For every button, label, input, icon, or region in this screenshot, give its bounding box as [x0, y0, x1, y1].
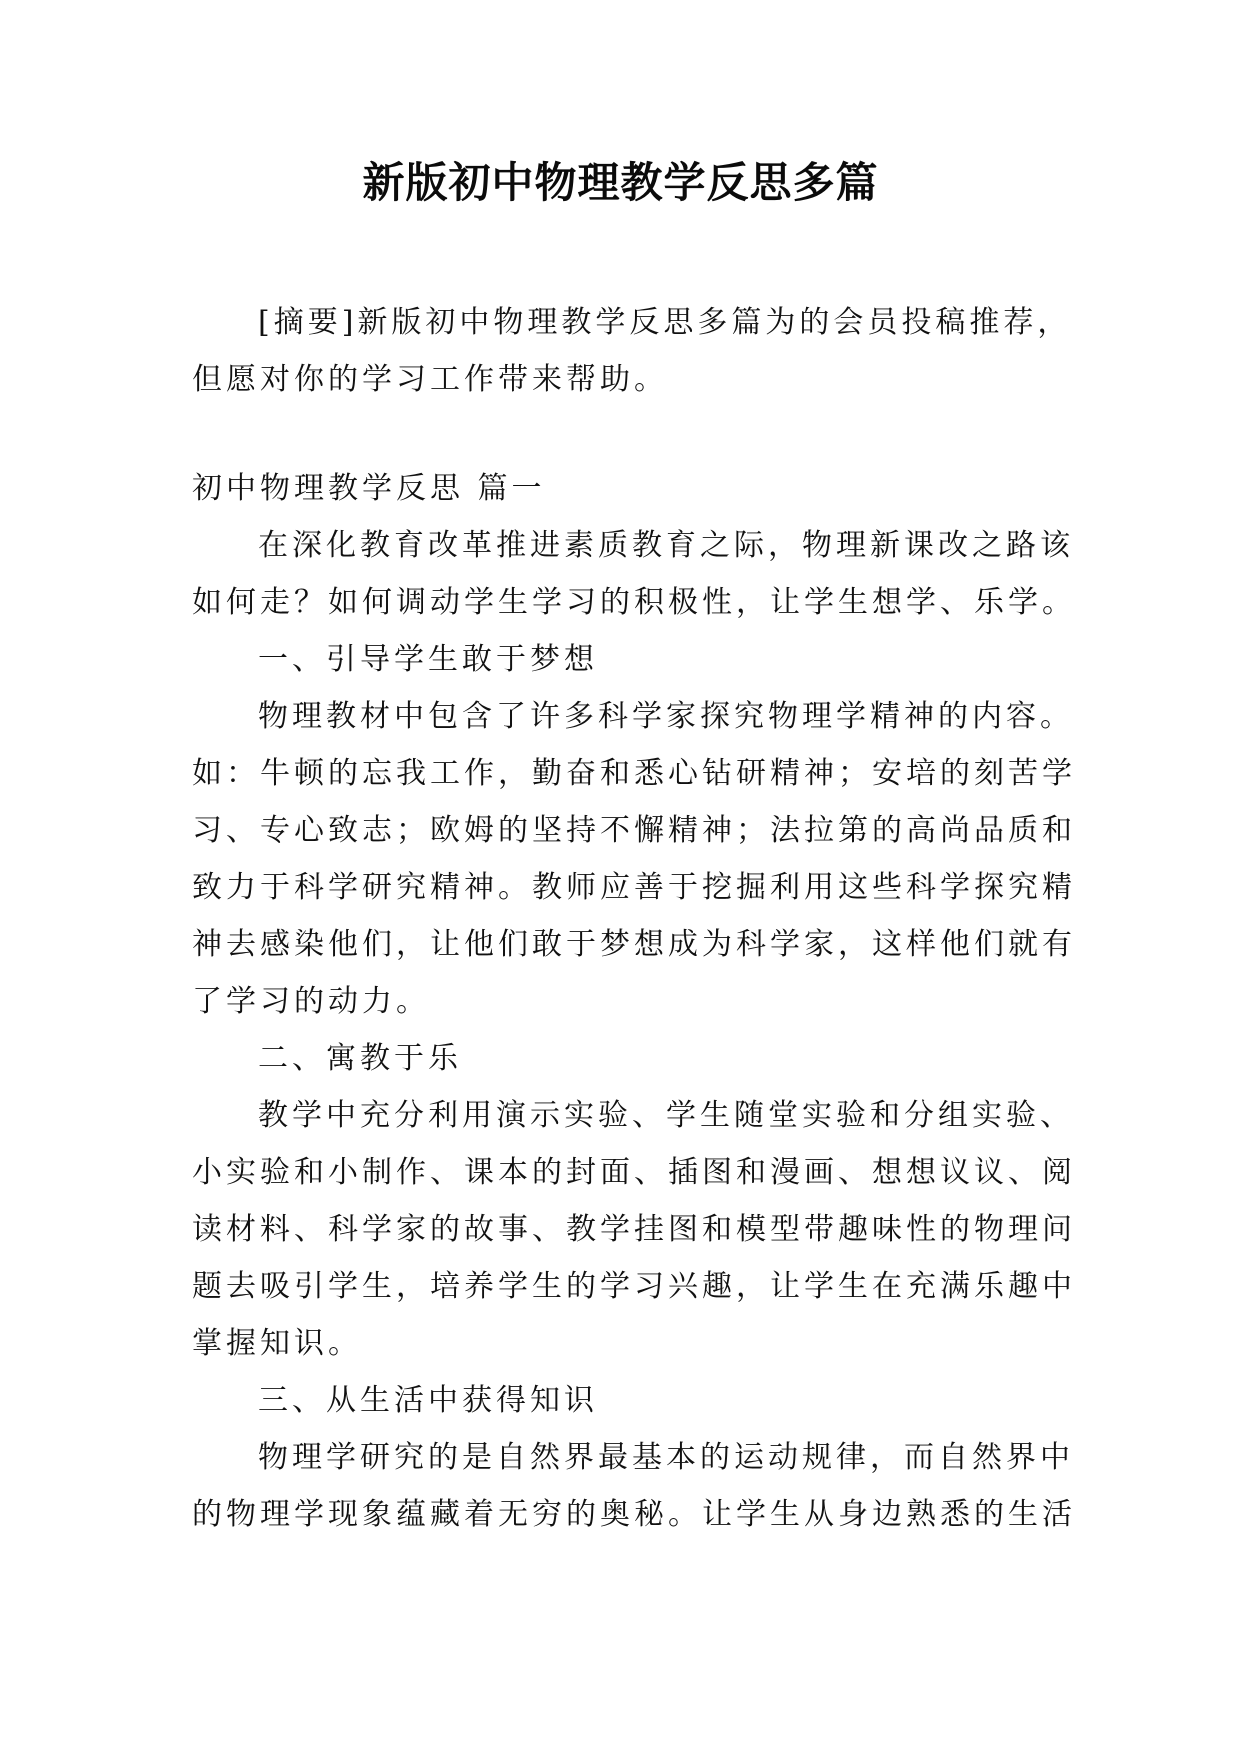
section-heading: 初中物理教学反思 篇一 [192, 471, 546, 506]
paragraph-line: 了学习的动力。 [192, 984, 430, 1019]
paragraph-line: 小实验和小制作、课本的封面、插图和漫画、想想议议、阅 [192, 1155, 1076, 1190]
paragraph-line: 神去感染他们，让他们敢于梦想成为科学家，这样他们就有 [192, 927, 1076, 962]
intro-line: 在深化教育改革推进素质教育之际，物理新课改之路该 [258, 528, 1074, 563]
subsection-heading: 一、引导学生敢于梦想 [258, 642, 598, 677]
intro-line: 如何走？如何调动学生学习的积极性，让学生想学、乐学。 [192, 585, 1076, 620]
paragraph-line: 题去吸引学生，培养学生的学习兴趣，让学生在充满乐趣中 [192, 1269, 1076, 1304]
abstract-line: [摘要]新版初中物理教学反思多篇为的会员投稿推荐， [258, 305, 1072, 340]
paragraph-line: 读材料、科学家的故事、教学挂图和模型带趣味性的物理问 [192, 1212, 1076, 1247]
abstract-paragraph [192, 294, 1072, 408]
paragraph-line: 物理学研究的是自然界最基本的运动规律，而自然界中 [258, 1440, 1074, 1475]
paragraph-line: 习、专心致志；欧姆的坚持不懈精神；法拉第的高尚品质和 [192, 813, 1076, 848]
paragraph-line: 致力于科学研究精神。教师应善于挖掘利用这些科学探究精 [192, 870, 1076, 905]
subsection-heading: 三、从生活中获得知识 [258, 1383, 598, 1418]
paragraph-line: 物理教材中包含了许多科学家探究物理学精神的内容。 [258, 699, 1074, 734]
section-one [192, 460, 1076, 1543]
paragraph-line: 教学中充分利用演示实验、学生随堂实验和分组实验、 [258, 1098, 1074, 1133]
paragraph-line: 的物理学现象蕴藏着无穷的奥秘。让学生从身边熟悉的生活 [192, 1497, 1076, 1532]
subsection-heading: 二、寓教于乐 [258, 1041, 462, 1076]
document-title: 新版初中物理教学反思多篇 [362, 158, 879, 207]
paragraph-line: 掌握知识。 [192, 1326, 362, 1361]
abstract-line: 但愿对你的学习工作带来帮助。 [192, 362, 668, 397]
paragraph-line: 如：牛顿的忘我工作，勤奋和悉心钻研精神；安培的刻苦学 [192, 756, 1076, 791]
